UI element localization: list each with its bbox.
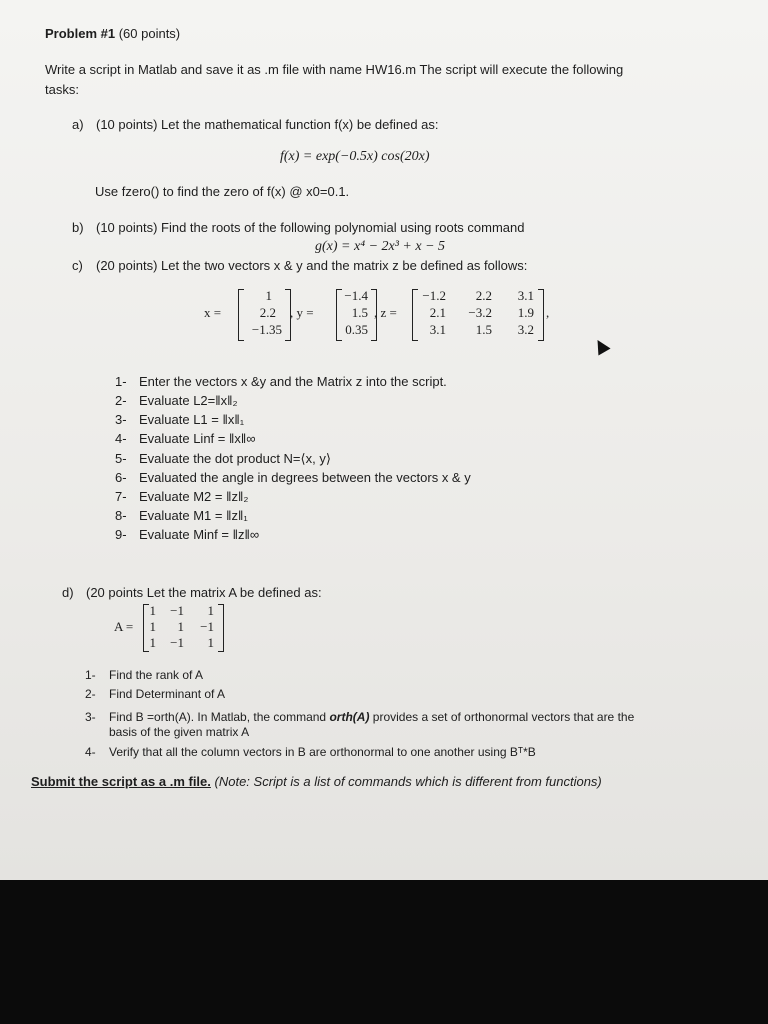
a-label: A = bbox=[114, 619, 134, 634]
c-task-number: 1- bbox=[115, 374, 127, 389]
c-task-text: Evaluate M2 = ‖z‖₂ bbox=[139, 489, 249, 504]
c-task-text: Enter the vectors x &y and the Matrix z into the script. bbox=[139, 374, 447, 389]
y-entry: 1.5 bbox=[351, 305, 368, 320]
problem-title-points: (60 points) bbox=[118, 26, 181, 41]
d-task-text: basis of the given matrix A bbox=[109, 725, 250, 739]
x-vector bbox=[238, 288, 286, 342]
d-task-number: 3- bbox=[85, 710, 96, 724]
d-task-text: Verify that all the column vectors in B are orthonormal to one another using Bᵀ*B bbox=[109, 745, 536, 759]
part-a-heading bbox=[72, 117, 439, 132]
part-b-heading bbox=[72, 220, 525, 235]
z-right-bracket bbox=[538, 289, 544, 341]
a-entry: −1 bbox=[200, 619, 214, 634]
c-task-number: 6- bbox=[115, 470, 127, 485]
c-task-text: Evaluated the angle in degrees between the vectors x & y bbox=[139, 470, 471, 485]
d-task bbox=[85, 745, 536, 759]
a-entry: 1 bbox=[149, 619, 156, 634]
z-entry: 3.1 bbox=[517, 288, 534, 303]
x-entry: −1.35 bbox=[251, 322, 282, 337]
a-entry: −1 bbox=[170, 603, 184, 618]
z-entry: 3.2 bbox=[517, 322, 534, 337]
c-task bbox=[115, 489, 248, 504]
d-task-number: 2- bbox=[85, 687, 96, 701]
x-label: x = bbox=[204, 305, 222, 320]
c-task bbox=[115, 527, 259, 542]
x-entry: 2.2 bbox=[259, 305, 276, 320]
part-c-text: (20 points) Let the two vectors x & y and the matrix z be defined as follows: bbox=[96, 258, 528, 273]
d-task-text: Find the rank of A bbox=[109, 668, 204, 682]
a-entry: 1 bbox=[207, 603, 214, 618]
z-entry: 2.2 bbox=[475, 288, 492, 303]
a-right-bracket bbox=[218, 604, 224, 652]
y-entry: 0.35 bbox=[345, 322, 368, 337]
d-task bbox=[85, 710, 634, 724]
d-task-number: 1- bbox=[85, 668, 96, 682]
problem-title bbox=[45, 26, 180, 41]
c-task-text: Evaluate L2=‖x‖₂ bbox=[139, 393, 238, 408]
part-d-heading bbox=[62, 585, 322, 600]
part-a-instruction: Use fzero() to find the zero of f(x) @ x0=0.1. bbox=[95, 184, 350, 199]
a-entry: 1 bbox=[207, 635, 214, 650]
part-b-formula: g(x) = x⁴ − 2x³ + x − 5 bbox=[315, 239, 446, 254]
z-matrix bbox=[408, 288, 542, 342]
c-task-text: Evaluate L1 = ‖x‖₁ bbox=[139, 412, 245, 427]
a-entry: 1 bbox=[149, 635, 156, 650]
part-d-label: d) bbox=[62, 585, 74, 600]
problem-title-bold: Problem #1 bbox=[45, 26, 116, 41]
mouse-cursor-icon bbox=[591, 336, 610, 355]
c-task bbox=[115, 393, 238, 408]
c-task-number: 4- bbox=[115, 431, 127, 446]
part-b-label: b) bbox=[72, 220, 84, 235]
c-task-number: 5- bbox=[115, 451, 127, 466]
c-task-text: Evaluate M1 = ‖z‖₁ bbox=[139, 508, 248, 523]
c-task-number: 3- bbox=[115, 412, 127, 427]
z-trailing-comma: , bbox=[546, 305, 550, 320]
part-c-label: c) bbox=[72, 258, 83, 273]
a-entry: 1 bbox=[177, 619, 184, 634]
part-a-text: (10 points) Let the mathematical function f(x) be defined as: bbox=[96, 117, 439, 132]
c-task bbox=[115, 431, 256, 446]
c-task bbox=[115, 451, 331, 467]
z-entry: −1.2 bbox=[422, 288, 446, 303]
d-task bbox=[85, 687, 225, 701]
a-entry: −1 bbox=[170, 635, 184, 650]
part-a-formula: f(x) = exp(−0.5x) cos(20x) bbox=[280, 149, 430, 164]
submit-main: Submit the script as a .m file. bbox=[31, 774, 211, 789]
intro-line-2: tasks: bbox=[45, 82, 79, 97]
y-label: , y = bbox=[290, 305, 314, 320]
c-task-number: 2- bbox=[115, 393, 127, 408]
z-entry: 2.1 bbox=[429, 305, 446, 320]
z-entry: −3.2 bbox=[468, 305, 492, 320]
z-entry: 1.9 bbox=[517, 305, 534, 320]
z-entry: 1.5 bbox=[475, 322, 492, 337]
y-entry: −1.4 bbox=[344, 288, 368, 303]
part-b-text: (10 points) Find the roots of the following polynomial using roots command bbox=[96, 220, 525, 235]
z-label: , z = bbox=[374, 305, 397, 320]
part-d-text: (20 points Let the matrix A be defined as: bbox=[86, 585, 322, 600]
d-task-number: 4- bbox=[85, 745, 96, 759]
d-task-text: Find Determinant of A bbox=[109, 687, 226, 701]
z-entry: 3.1 bbox=[429, 322, 446, 337]
d-task bbox=[85, 668, 203, 682]
c-task bbox=[115, 508, 248, 523]
y-vector bbox=[334, 288, 374, 342]
a-entry: 1 bbox=[149, 603, 156, 618]
d-task bbox=[85, 725, 249, 739]
c-task bbox=[115, 470, 471, 485]
c-task-text: Evaluate Minf = ‖z‖∞ bbox=[139, 527, 260, 542]
c-task bbox=[115, 412, 244, 427]
submit-note: (Note: Script is a list of commands which is different from functions) bbox=[214, 774, 602, 789]
part-c-heading bbox=[72, 258, 527, 273]
d-task-text: Find B =orth(A). In Matlab, the command bbox=[109, 710, 327, 724]
submit-instruction bbox=[31, 774, 602, 789]
c-task-text: Evaluate the dot product N=⟨x, y⟩ bbox=[139, 451, 331, 466]
part-a-label: a) bbox=[72, 117, 84, 132]
a-matrix bbox=[140, 603, 230, 653]
d-task-code: orth(A) bbox=[329, 710, 370, 724]
c-task-text: Evaluate Linf = ‖x‖∞ bbox=[139, 431, 256, 446]
c-task-number: 8- bbox=[115, 508, 127, 523]
c-task bbox=[115, 374, 447, 389]
d-task-text-cont: provides a set of orthonormal vectors that are the bbox=[372, 710, 635, 724]
intro-line-1: Write a script in Matlab and save it as .m file with name HW16.m The script will execute the following bbox=[45, 62, 624, 77]
x-entry: 1 bbox=[265, 288, 272, 303]
c-task-number: 9- bbox=[115, 527, 127, 542]
c-task-number: 7- bbox=[115, 489, 127, 504]
